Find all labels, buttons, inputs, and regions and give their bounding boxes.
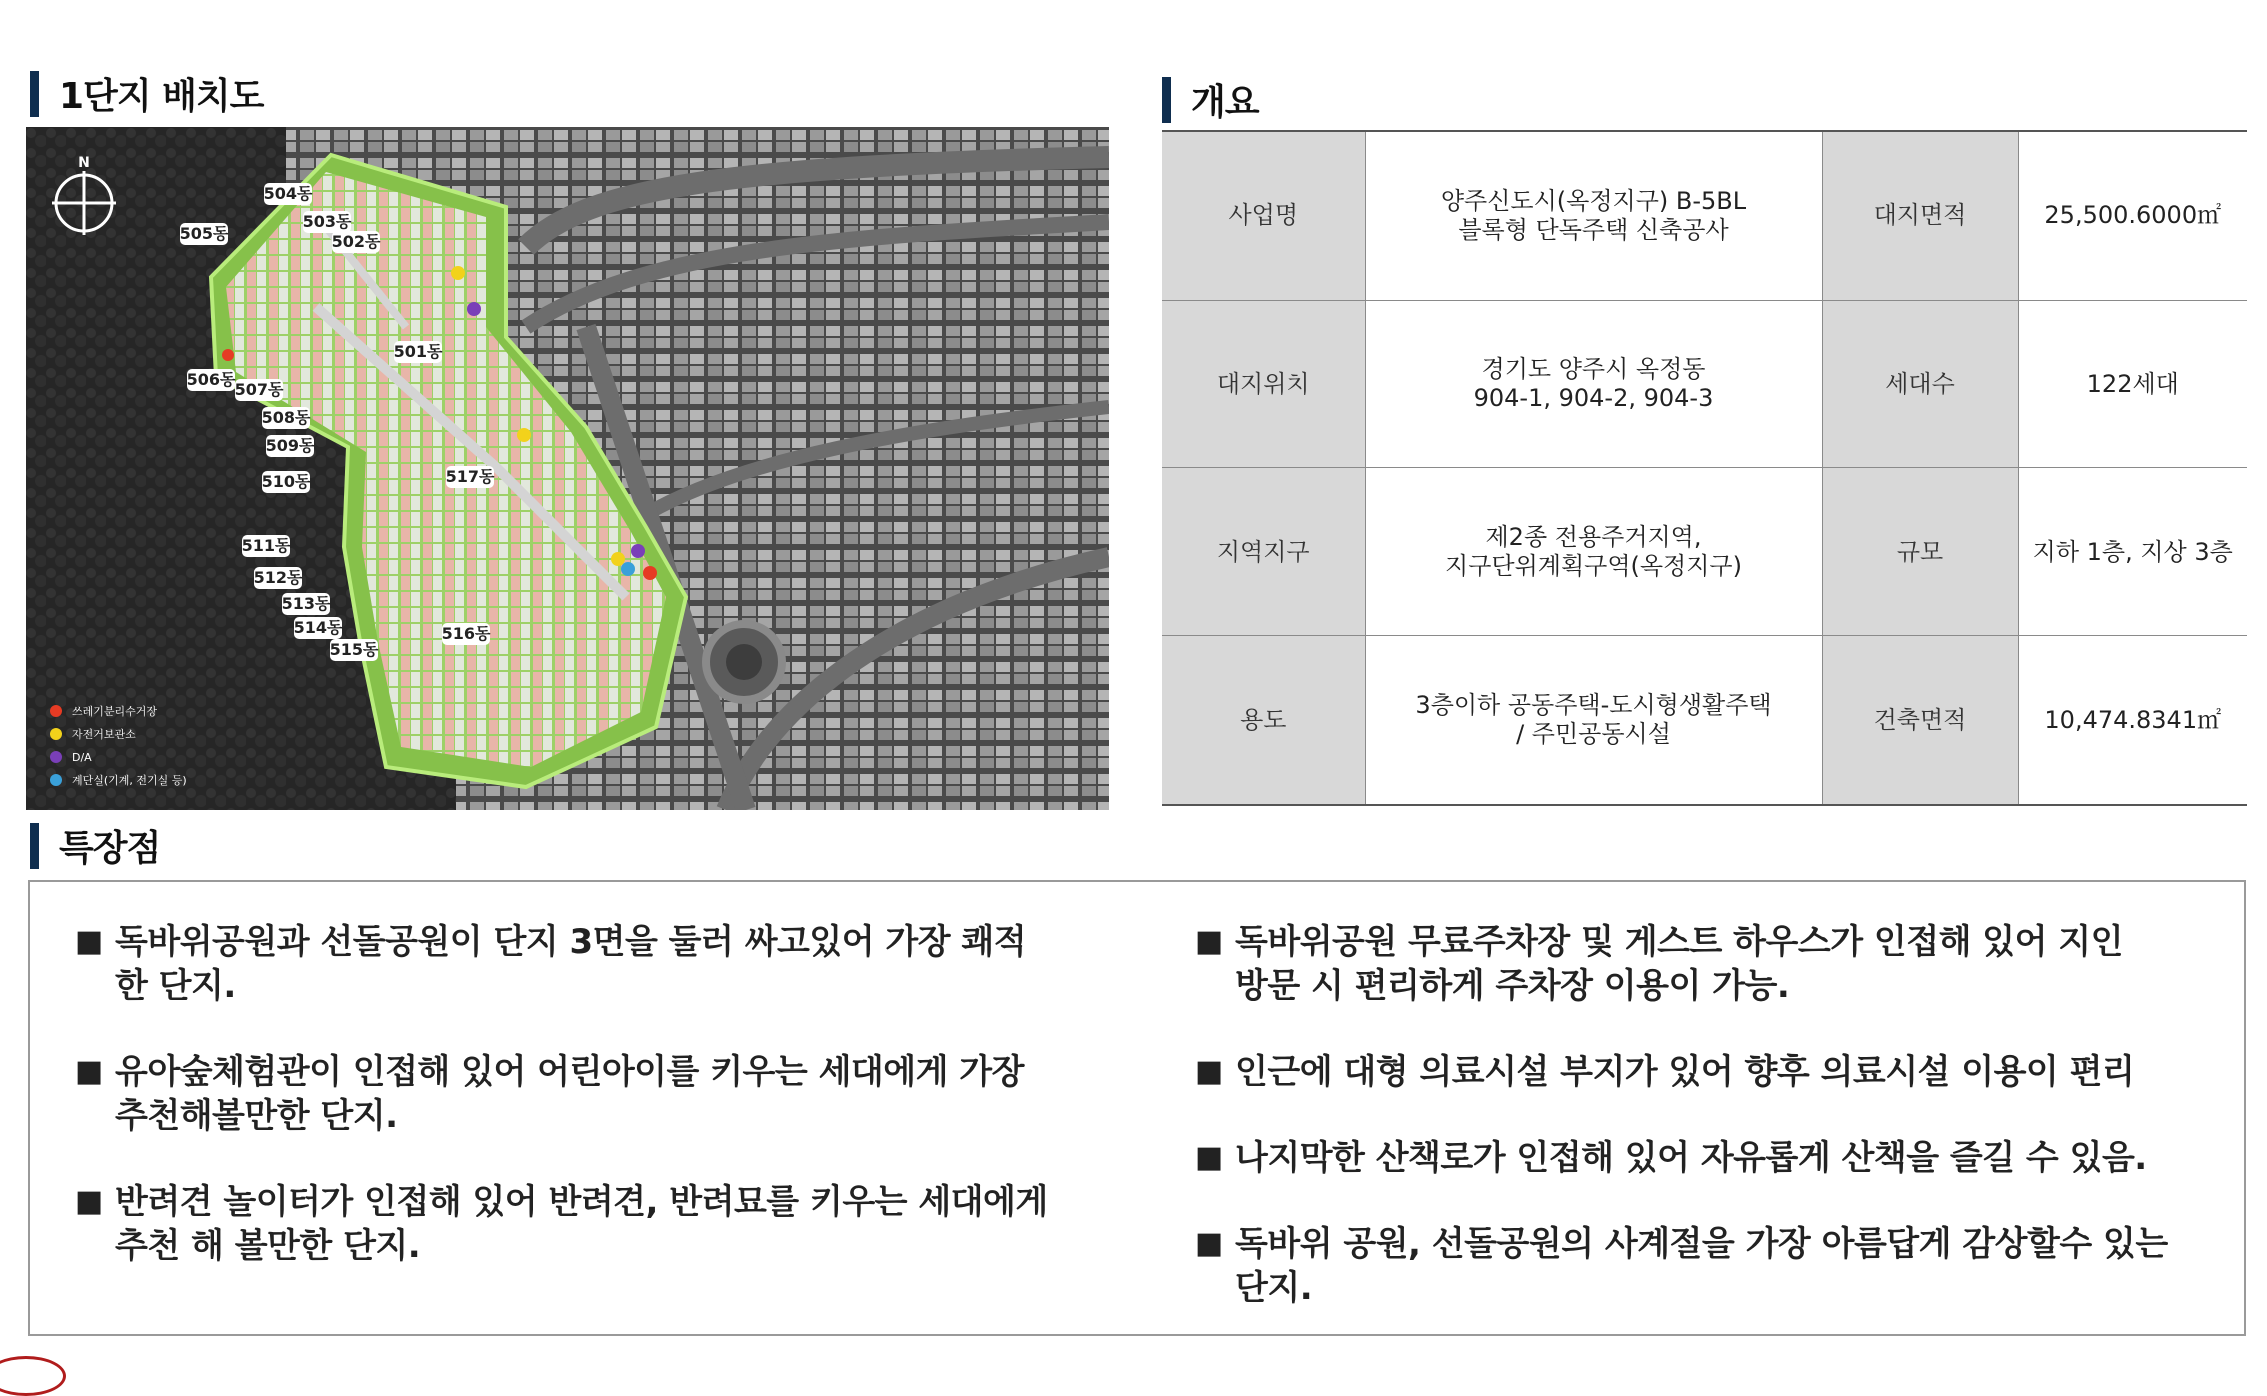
value-line: 지구단위계획구역(옥정지구) [1445, 551, 1742, 580]
building-label-text: 512동 [253, 568, 303, 587]
building-label [332, 231, 381, 253]
building-label [264, 183, 313, 205]
feature-text-line: 추천 해 볼만한 단지. [115, 1226, 421, 1266]
building-label [394, 341, 443, 363]
legend-dot-icon [50, 728, 62, 740]
legend-label: 자전거보관소 [72, 728, 136, 741]
building-label-text: 507동 [234, 380, 284, 399]
title-bar [30, 823, 39, 869]
feature-text-line: 추천해볼만한 단지. [115, 1096, 398, 1136]
square-bullet-icon: ■ [1195, 1226, 1223, 1261]
overview-row [1162, 131, 2247, 300]
building-label-text: 510동 [261, 472, 311, 491]
feature-text [115, 920, 1085, 1008]
building-label [262, 407, 311, 429]
overview-row [1162, 468, 2247, 636]
layout-section-title [30, 68, 263, 119]
feature-item [75, 920, 1085, 1008]
feature-text-line: 방문 시 편리하게 주차장 이용이 가능. [1235, 966, 1790, 1006]
building-label [266, 435, 315, 457]
square-bullet-icon: ■ [1195, 924, 1223, 959]
legend-label: D/A [72, 751, 92, 764]
legend-item [50, 751, 92, 764]
feature-text [1235, 1222, 2235, 1310]
legend-dot-icon [50, 774, 62, 786]
overview-value [1365, 300, 1822, 468]
legend-label: 쓰레기분리수거장 [72, 705, 158, 718]
layout-title-text: 1단지 배치도 [59, 76, 264, 117]
building-label-text: 506동 [186, 370, 236, 389]
building-label [446, 466, 495, 488]
building-label [187, 369, 236, 391]
square-bullet-icon: ■ [1195, 1054, 1223, 1089]
square-bullet-icon: ■ [1195, 1140, 1223, 1175]
overview-section-title [1162, 74, 1259, 125]
feature-text-line: 한 단지. [115, 966, 236, 1006]
overview-title-text: 개요 [1191, 82, 1259, 123]
building-label-text: 514동 [293, 618, 343, 637]
overview-value: 10,474.8341㎡ [2018, 636, 2247, 805]
building-label-text: 502동 [331, 232, 381, 251]
compass-north-label: N [78, 155, 90, 171]
feature-text-line: 인근에 대형 의료시설 부지가 있어 향후 의료시설 이용이 편리 [1235, 1052, 2135, 1092]
feature-text [1235, 1050, 2235, 1094]
overview-value: 지하 1층, 지상 3층 [2018, 468, 2247, 636]
overview-label: 세대수 [1822, 300, 2018, 468]
feature-item [75, 1180, 1085, 1268]
value-line: 3층이하 공동주택-도시형생활주택 [1415, 691, 1772, 720]
overview-label: 대지면적 [1822, 131, 2018, 300]
legend-dot-icon [50, 751, 62, 763]
corner-logo [0, 1356, 66, 1396]
site-plan-image [26, 127, 1109, 810]
features-box [28, 880, 2246, 1336]
value-line: / 주민공동시설 [1516, 720, 1671, 749]
building-label [330, 639, 379, 661]
features-section-title [30, 820, 160, 871]
feature-text-line: 단지. [1235, 1268, 1313, 1308]
overview-value [1365, 636, 1822, 805]
legend-label: 계단실(기계, 전기실 등) [72, 774, 187, 787]
feature-text-line: 독바위공원 무료주차장 및 게스트 하우스가 인접해 있어 지인 [1235, 922, 2123, 962]
building-label-text: 516동 [441, 624, 491, 643]
title-bar [1162, 77, 1171, 123]
building-label [294, 617, 343, 639]
overview-label: 규모 [1822, 468, 2018, 636]
building-label [262, 471, 311, 493]
building-label-text: 515동 [329, 640, 379, 659]
title-bar [30, 71, 39, 117]
building-label [242, 535, 291, 557]
value-line: 양주신도시(옥정지구) B-5BL [1440, 187, 1747, 215]
feature-item [1195, 920, 2235, 1008]
overview-label: 건축면적 [1822, 636, 2018, 805]
overview-value: 122세대 [2018, 300, 2247, 468]
feature-item [1195, 1222, 2235, 1310]
overview-value [1365, 131, 1822, 300]
site-plan-map [26, 127, 1109, 810]
feature-text-line: 유아숲체험관이 인접해 있어 어린아이를 키우는 세대에게 가장 [115, 1052, 1024, 1092]
legend-dot-icon [50, 705, 62, 717]
feature-text [1235, 920, 2235, 1008]
square-bullet-icon: ■ [75, 924, 103, 959]
building-label-text: 501동 [393, 342, 443, 361]
value-line: 제2종 전용주거지역, [1485, 523, 1702, 552]
feature-text [115, 1180, 1085, 1268]
feature-item [75, 1050, 1085, 1138]
features-left-column [75, 920, 1085, 1310]
feature-item [1195, 1136, 2235, 1180]
overview-row [1162, 636, 2247, 805]
overview-label: 용도 [1162, 636, 1365, 805]
building-label-text: 511동 [241, 536, 291, 555]
overview-label: 사업명 [1162, 131, 1365, 300]
building-label-text: 509동 [265, 436, 315, 455]
square-bullet-icon: ■ [75, 1054, 103, 1089]
building-label-text: 505동 [179, 224, 229, 243]
overview-row [1162, 300, 2247, 468]
feature-item [1195, 1050, 2235, 1094]
feature-text [1235, 1136, 2235, 1180]
feature-text-line: 반려견 놀이터가 인접해 있어 반려견, 반려묘를 키우는 세대에게 [115, 1182, 1048, 1222]
overview-table [1162, 130, 2247, 806]
building-label [235, 379, 284, 401]
value-line: 경기도 양주시 옥정동 [1481, 355, 1706, 384]
feature-text-line: 독바위 공원, 선돌공원의 사계절을 가장 아름답게 감상할수 있는 [1235, 1224, 2168, 1264]
overview-label: 지역지구 [1162, 468, 1365, 636]
feature-text-line: 독바위공원과 선돌공원이 단지 3면을 둘러 싸고있어 가장 쾌적 [115, 922, 1027, 962]
square-bullet-icon: ■ [75, 1184, 103, 1219]
value-line: 904-1, 904-2, 904-3 [1473, 384, 1714, 413]
features-title-text: 특장점 [59, 828, 161, 869]
overview-value: 25,500.6000㎡ [2018, 131, 2247, 300]
overview-value [1365, 468, 1822, 636]
building-label [254, 567, 303, 589]
feature-text-line: 나지막한 산책로가 인접해 있어 자유롭게 산책을 즐길 수 있음. [1235, 1138, 2147, 1178]
building-label [282, 593, 331, 615]
feature-text [115, 1050, 1085, 1138]
value-line: 블록형 단독주택 신축공사 [1458, 215, 1729, 244]
building-label-text: 513동 [281, 594, 331, 613]
building-label-text: 503동 [302, 212, 352, 231]
building-label [180, 223, 229, 245]
building-label-text: 508동 [261, 408, 311, 427]
features-right-column [1195, 920, 2235, 1352]
overview-label: 대지위치 [1162, 300, 1365, 468]
building-label-text: 504동 [263, 184, 313, 203]
building-label [303, 211, 352, 233]
building-label [442, 623, 491, 645]
building-label-text: 517동 [445, 467, 495, 486]
